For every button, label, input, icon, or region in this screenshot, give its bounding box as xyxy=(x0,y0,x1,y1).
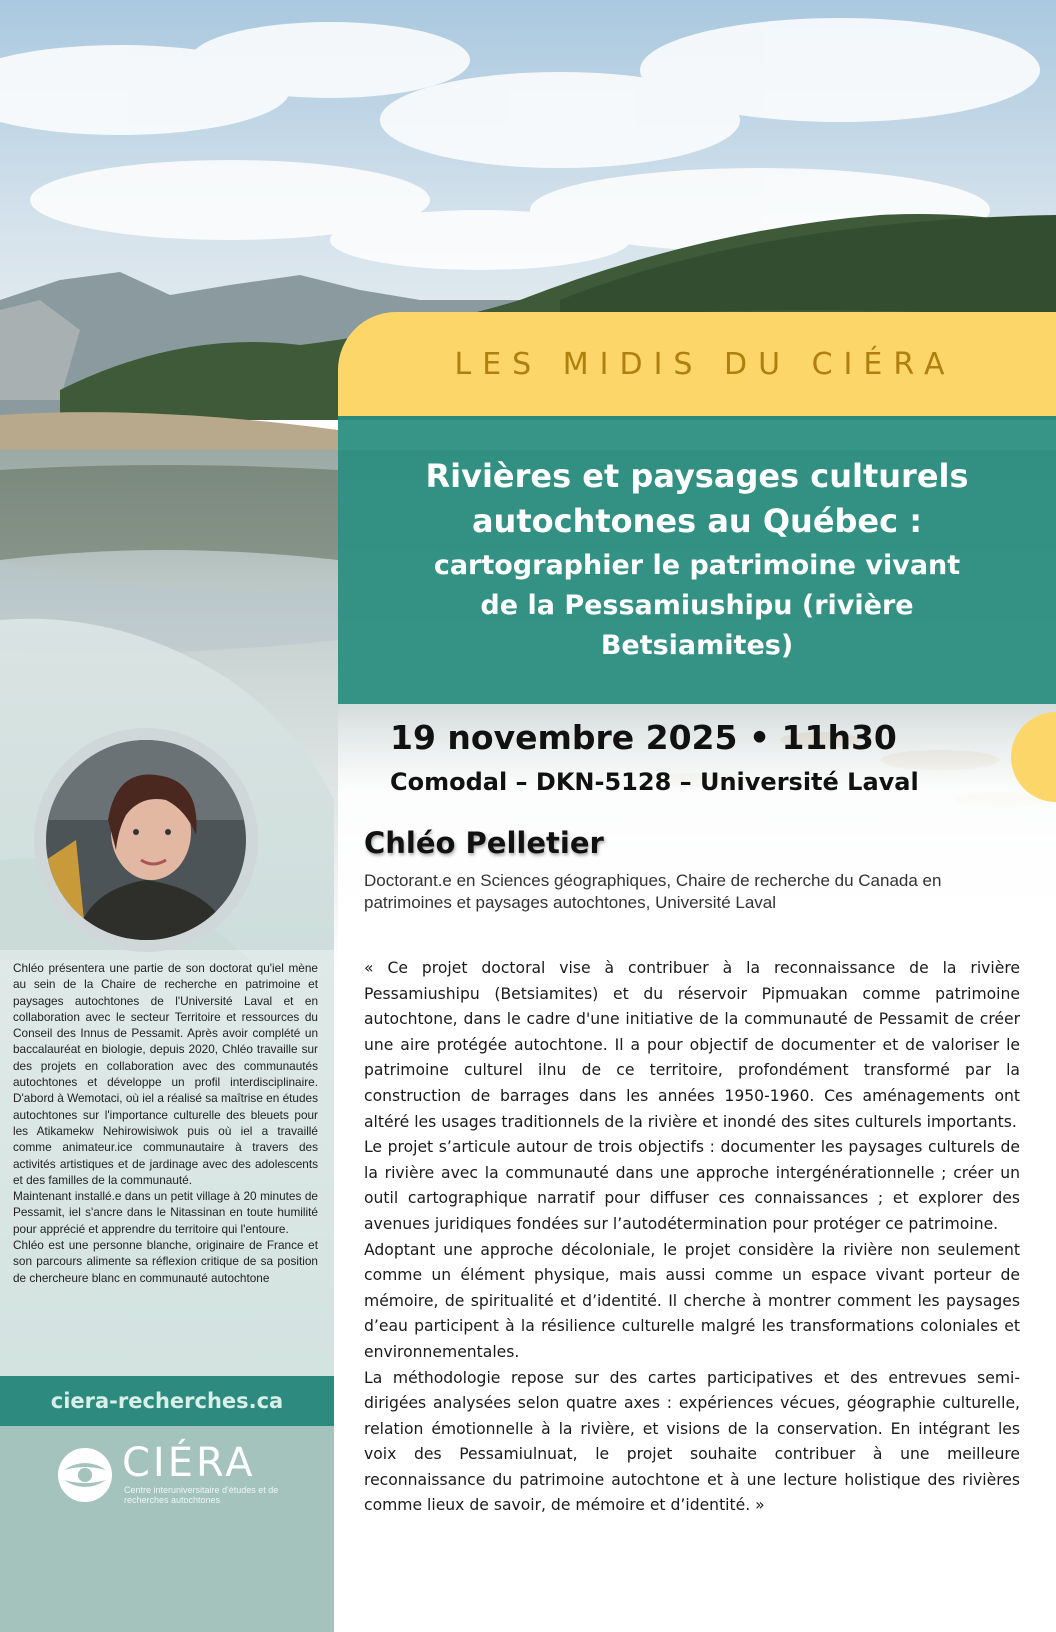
event-title: Rivières et paysages culturels autochtones au Québec : xyxy=(425,457,969,540)
event-location: Comodal – DKN-5128 – Université Laval xyxy=(390,768,919,796)
abstract-paragraph: « Ce projet doctoral vise à contribuer à la reconnaissance de la rivière Pessamiushipu (Betsiamites) et du réservoir Pipmuakan comme patrimoine autochtone, dans le cadre d'une initiative de la communauté de Pessamit de créer une aire protégée autochtone. Il a pour objectif de documenter et de valoriser le patrimoine culturel ilnu de ce territoire, profondément transformé par la construction de barrages dans les années 1950-1960. Ces aménagements ont altéré les usages traditionnels de la rivière et inondé des sites culturels importants. xyxy=(364,959,1020,1131)
bio-paragraph: Maintenant installé.e dans un petit village à 20 minutes de Pessamit, iel s'ancre dans le Nitassinan en toute humilité pour apprécié et apprendre du territoire qui l'entoure. xyxy=(13,1189,318,1236)
series-banner xyxy=(338,312,1056,416)
ciera-logo-icon xyxy=(56,1446,114,1504)
ciera-logo-tagline: Centre interuniversitaire d'études et de recherches autochtones xyxy=(124,1485,279,1505)
ciera-logo-name: CIÉRA xyxy=(122,1440,256,1486)
bio-paragraph: Chléo est une personne blanche, originaire de France et son parcours alimente sa réflexion critique de sa position de chercheure blanc en communauté autochtone xyxy=(13,1238,318,1285)
abstract-paragraph: Le projet s’articule autour de trois objectifs : documenter les paysages culturels de la rivière avec la communauté dans une approche intergénérationnelle ; créer un outil cartographique narratif pour diffuser ces connaissances ; et explorer des avenues juridiques fondées sur l’autodétermination pour protéger ce patrimoine. xyxy=(364,1138,1020,1233)
event-subtitle: cartographier le patrimoine vivant de la Pessamiushipu (rivière Betsiamites) xyxy=(433,550,961,661)
speaker-affiliation: Doctorant.e en Sciences géographiques, Chaire de recherche du Canada en patrimoines et paysages autochtones, Université Laval xyxy=(364,871,942,912)
abstract-paragraph: Adoptant une approche décoloniale, le projet considère la rivière non seulement comme un élément physique, mais aussi comme un espace vivant porteur de mémoire, de spiritualité et d’identité. Il cherche à montrer comment les paysages d’eau participent à la résilience culturelle malgré les transformations coloniales et environnementales. xyxy=(364,1240,1020,1361)
speaker-photo xyxy=(46,740,246,940)
website-link[interactable]: ciera-recherches.ca xyxy=(50,1389,284,1413)
speaker-bio xyxy=(13,960,318,1286)
speaker-name: Chléo Pelletier xyxy=(364,826,604,860)
title-banner xyxy=(338,416,1056,704)
series-title: LES MIDIS DU CIÉRA xyxy=(454,346,956,382)
bio-paragraph: Chléo présentera une partie de son doctorat qu'iel mène au sein de la Chaire de recherche en patrimoine et paysages autochtones de l'Université Laval et en collaboration avec le secteur Territoire et ressources du Conseil des Innus de Pessamit. Après avoir complété un baccalauréat en biologie, depuis 2020, Chléo travaille sur des projets en collaboration avec des communautés autochtones et développe un profil interdisciplinaire. D'abord à Wemotaci, où iel a réalisé sa maîtrise en études autochtones sur l'importance culturelle des bleuets pour les Atikamekw Nehirowisiwok puis où iel a travaillé comme animateur.ice communautaire à travers des activités artistiques et de jardinage avec des adolescents et des familles de la communauté. xyxy=(13,961,318,1187)
abstract xyxy=(364,956,1020,1519)
abstract-paragraph: La méthodologie repose sur des cartes participatives et des entrevues semi-dirigées analysées selon quatre axes : expériences vécues, géographie culturelle, relation émotionnelle à la rivière, et visions de la conservation. En intégrant les voix des Pessamiulnuat, le projet souhaite contribuer à une meilleure reconnaissance du patrimoine autochtone et à une lecture holistique des rivières comme lieux de savoir, de mémoire et d’identité. » xyxy=(364,1368,1020,1515)
event-date-time: 19 novembre 2025 • 11h30 xyxy=(390,718,897,757)
website-bar[interactable] xyxy=(0,1376,334,1426)
